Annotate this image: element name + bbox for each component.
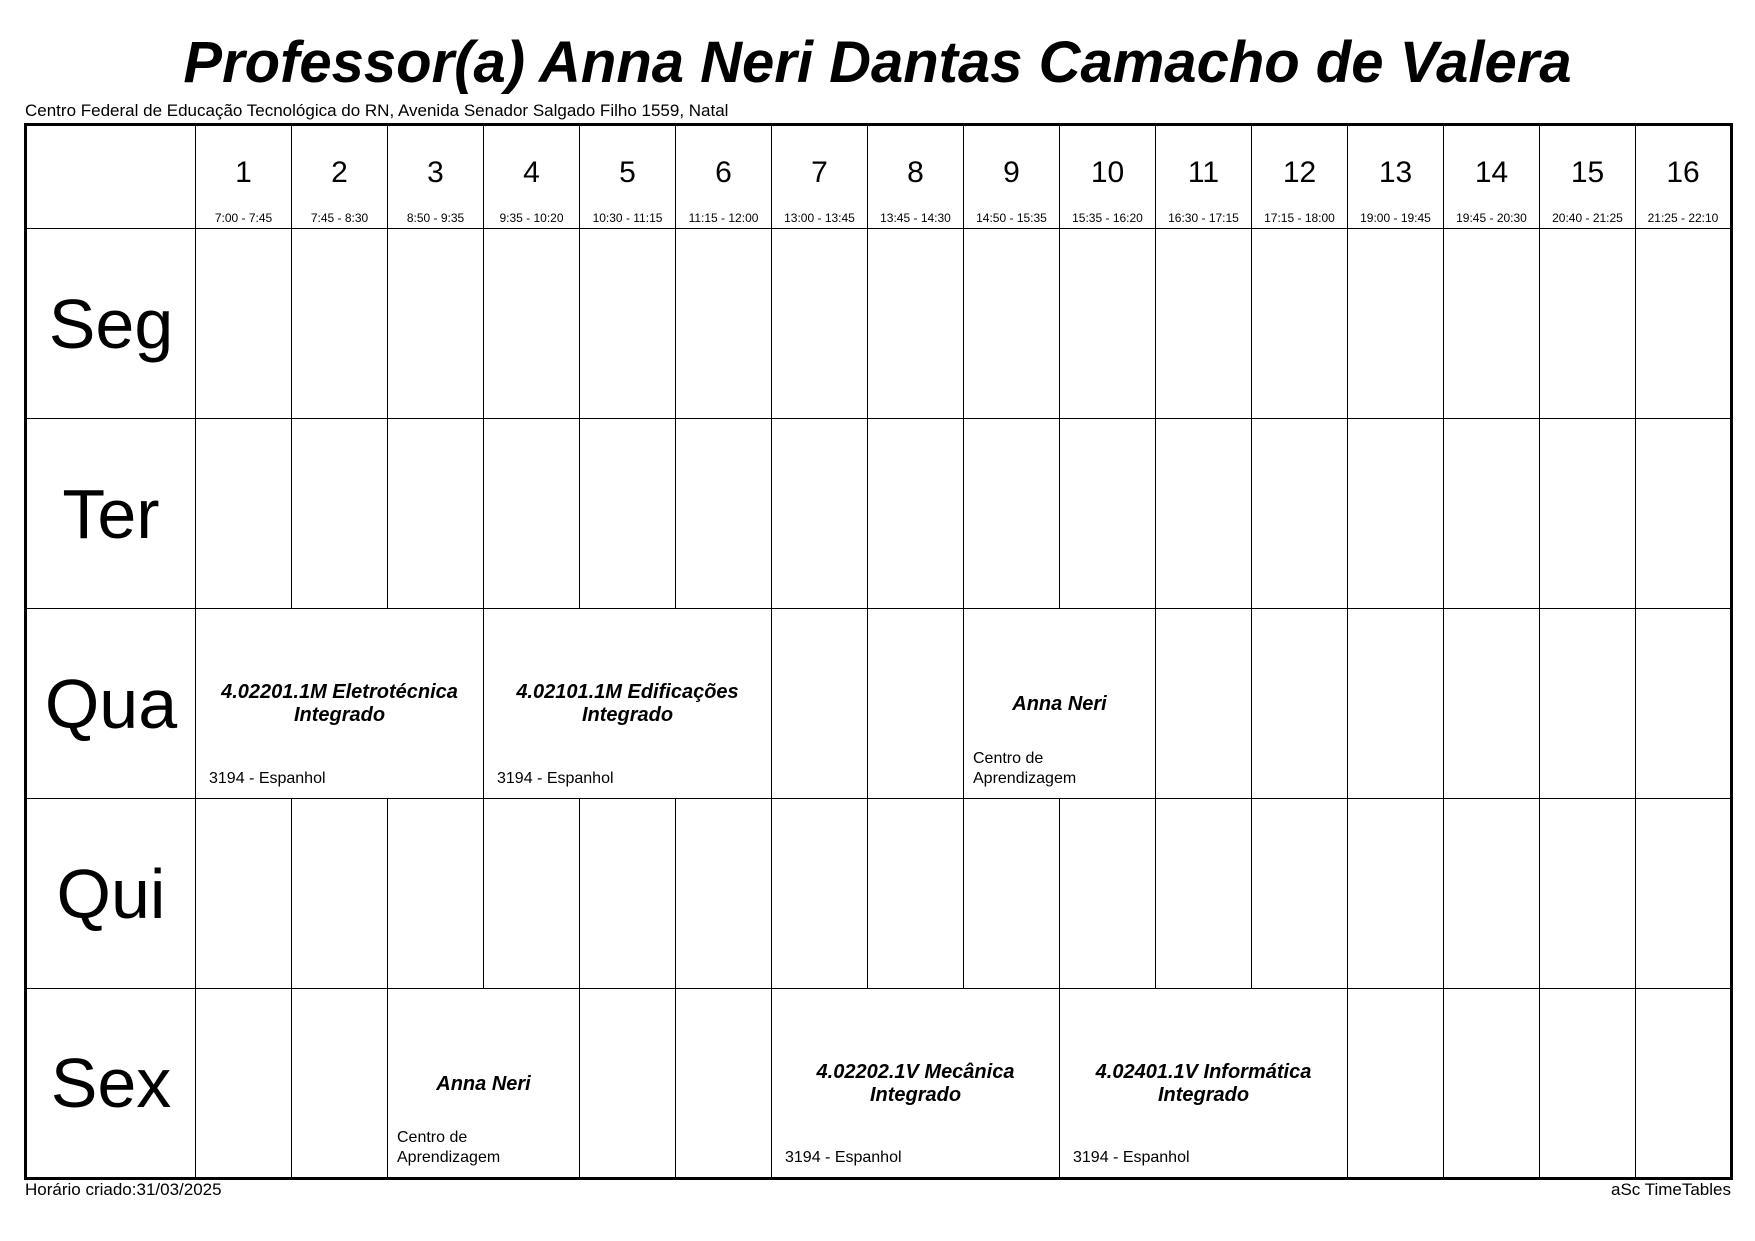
lesson-cell xyxy=(388,989,580,1179)
empty-slot xyxy=(1444,989,1540,1179)
empty-slot xyxy=(484,419,580,609)
empty-slot xyxy=(964,799,1060,989)
lesson-subject: 3194 - Espanhol xyxy=(785,1149,902,1166)
empty-slot xyxy=(676,799,772,989)
empty-slot xyxy=(868,799,964,989)
empty-slot xyxy=(676,419,772,609)
empty-slot xyxy=(1348,989,1444,1179)
empty-slot xyxy=(196,799,292,989)
empty-slot xyxy=(484,229,580,419)
brand-label: aSc TimeTables xyxy=(1611,1180,1731,1199)
lesson-class: 4.02101.1M Edificações Integrado xyxy=(516,681,739,726)
corner-cell xyxy=(26,125,196,229)
period-header-row xyxy=(26,125,1732,229)
period-header: 14 19:45 - 20:30 xyxy=(1444,125,1540,229)
empty-slot xyxy=(868,229,964,419)
day-label: Sex xyxy=(26,989,196,1179)
empty-slot xyxy=(868,419,964,609)
empty-slot xyxy=(580,229,676,419)
day-row-qua xyxy=(26,609,1732,799)
empty-slot xyxy=(1156,799,1252,989)
empty-slot xyxy=(1348,419,1444,609)
period-header: 3 8:50 - 9:35 xyxy=(388,125,484,229)
lesson-class: Anna Neri xyxy=(1012,693,1107,715)
lesson-cell xyxy=(1060,989,1348,1179)
period-header: 7 13:00 - 13:45 xyxy=(772,125,868,229)
day-label: Qui xyxy=(26,799,196,989)
empty-slot xyxy=(580,799,676,989)
day-row-sex xyxy=(26,989,1732,1179)
timetable-grid xyxy=(24,123,1733,1180)
day-row-qui xyxy=(26,799,1732,989)
period-header: 12 17:15 - 18:00 xyxy=(1252,125,1348,229)
empty-slot xyxy=(196,419,292,609)
empty-slot xyxy=(1540,419,1636,609)
empty-slot xyxy=(868,609,964,799)
empty-slot xyxy=(1252,419,1348,609)
lesson-subject: 3194 - Espanhol xyxy=(497,770,614,787)
day-row-seg xyxy=(26,229,1732,419)
empty-slot xyxy=(1540,609,1636,799)
empty-slot xyxy=(1636,799,1732,989)
lesson-class: 4.02201.1M Eletrotécnica Integrado xyxy=(221,681,458,726)
page-title: Professor(a) Anna Neri Dantas Camacho de Valera xyxy=(183,30,1572,95)
empty-slot xyxy=(1444,609,1540,799)
empty-slot xyxy=(1444,229,1540,419)
empty-slot xyxy=(964,229,1060,419)
empty-slot xyxy=(676,989,772,1179)
empty-slot xyxy=(1636,419,1732,609)
empty-slot xyxy=(772,609,868,799)
lesson-subject: Centro de Aprendizagem xyxy=(973,750,1077,787)
day-label: Seg xyxy=(26,229,196,419)
period-header: 5 10:30 - 11:15 xyxy=(580,125,676,229)
empty-slot xyxy=(1444,799,1540,989)
period-header: 8 13:45 - 14:30 xyxy=(868,125,964,229)
period-header: 15 20:40 - 21:25 xyxy=(1540,125,1636,229)
lesson-subject: Centro de Aprendizagem xyxy=(397,1129,501,1166)
period-header: 6 11:15 - 12:00 xyxy=(676,125,772,229)
empty-slot xyxy=(1060,229,1156,419)
empty-slot xyxy=(1252,799,1348,989)
empty-slot xyxy=(772,419,868,609)
empty-slot xyxy=(1348,229,1444,419)
empty-slot xyxy=(1540,799,1636,989)
empty-slot xyxy=(484,799,580,989)
empty-slot xyxy=(1156,419,1252,609)
period-header: 9 14:50 - 15:35 xyxy=(964,125,1060,229)
day-label: Qua xyxy=(26,609,196,799)
lesson-cell xyxy=(964,609,1156,799)
period-header: 13 19:00 - 19:45 xyxy=(1348,125,1444,229)
empty-slot xyxy=(1156,609,1252,799)
empty-slot xyxy=(196,229,292,419)
empty-slot xyxy=(1348,799,1444,989)
period-header: 1 7:00 - 7:45 xyxy=(196,125,292,229)
lesson-class: Anna Neri xyxy=(436,1073,531,1095)
lesson-cell xyxy=(484,609,772,799)
lesson-class: 4.02202.1V Mecânica Integrado xyxy=(816,1061,1015,1106)
empty-slot xyxy=(772,229,868,419)
empty-slot xyxy=(1156,229,1252,419)
empty-slot xyxy=(292,799,388,989)
empty-slot xyxy=(676,229,772,419)
day-label: Ter xyxy=(26,419,196,609)
empty-slot xyxy=(580,989,676,1179)
empty-slot xyxy=(1540,989,1636,1179)
lesson-subject: 3194 - Espanhol xyxy=(209,770,326,787)
empty-slot xyxy=(964,419,1060,609)
empty-slot xyxy=(1252,229,1348,419)
empty-slot xyxy=(1060,799,1156,989)
empty-slot xyxy=(1060,419,1156,609)
lesson-subject: 3194 - Espanhol xyxy=(1073,1149,1190,1166)
empty-slot xyxy=(1540,229,1636,419)
empty-slot xyxy=(292,989,388,1179)
empty-slot xyxy=(772,799,868,989)
empty-slot xyxy=(1636,989,1732,1179)
empty-slot xyxy=(1636,229,1732,419)
lesson-class: 4.02401.1V Informática Integrado xyxy=(1095,1061,1312,1106)
created-date: Horário criado:31/03/2025 xyxy=(25,1180,222,1199)
lesson-cell xyxy=(772,989,1060,1179)
period-header: 16 21:25 - 22:10 xyxy=(1636,125,1732,229)
school-address: Centro Federal de Educação Tecnológica do RN, Avenida Senador Salgado Filho 1559, Natal xyxy=(25,101,729,120)
empty-slot xyxy=(1348,609,1444,799)
empty-slot xyxy=(1636,609,1732,799)
empty-slot xyxy=(1444,419,1540,609)
empty-slot xyxy=(196,989,292,1179)
period-header: 10 15:35 - 16:20 xyxy=(1060,125,1156,229)
empty-slot xyxy=(388,229,484,419)
empty-slot xyxy=(292,229,388,419)
empty-slot xyxy=(1252,609,1348,799)
empty-slot xyxy=(580,419,676,609)
period-header: 2 7:45 - 8:30 xyxy=(292,125,388,229)
empty-slot xyxy=(388,799,484,989)
empty-slot xyxy=(388,419,484,609)
period-header: 11 16:30 - 17:15 xyxy=(1156,125,1252,229)
day-row-ter xyxy=(26,419,1732,609)
period-header: 4 9:35 - 10:20 xyxy=(484,125,580,229)
lesson-cell xyxy=(196,609,484,799)
empty-slot xyxy=(292,419,388,609)
